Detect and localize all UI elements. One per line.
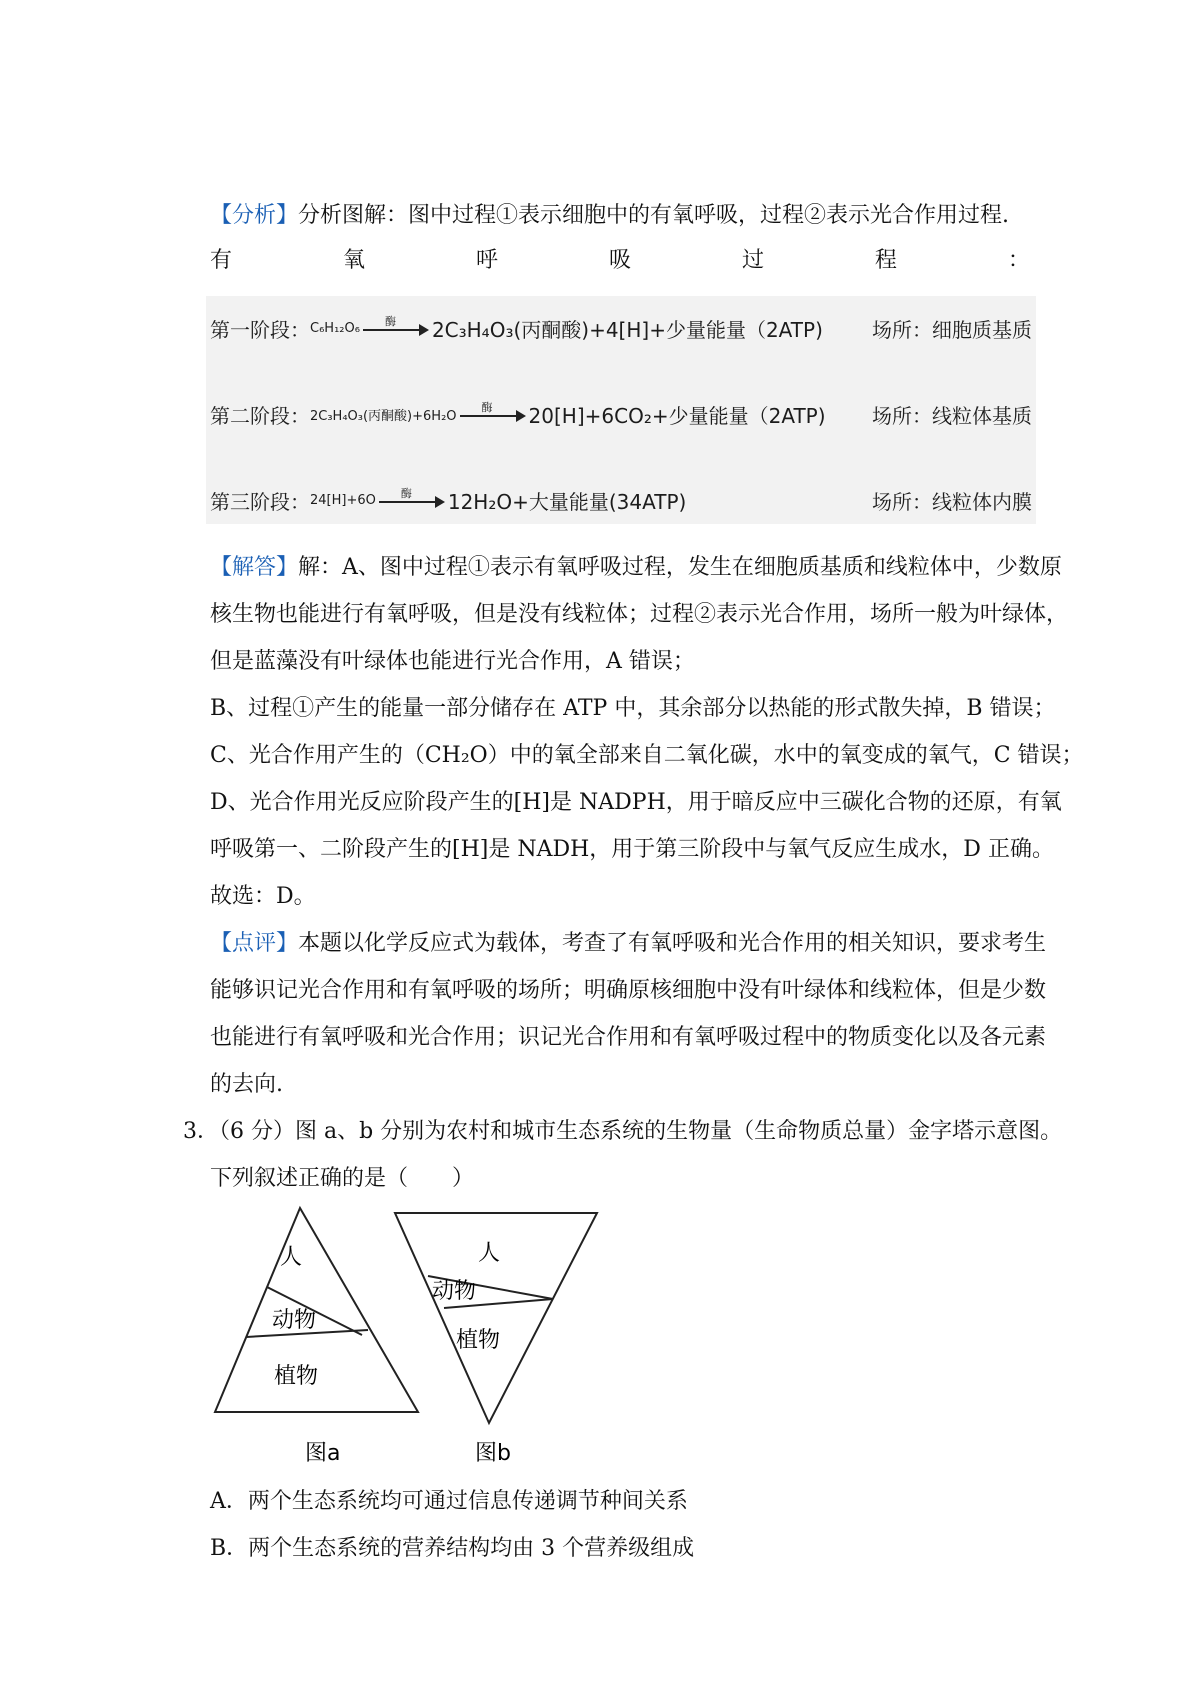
pyramid-a-middle-label: 动物	[272, 1308, 317, 1333]
heading-char: 程	[874, 248, 897, 273]
comment-line	[210, 929, 1047, 959]
option-a: A．两个生态系统均可通过信息传递调节种间关系	[210, 1489, 688, 1514]
product: 12H₂O+大量能量(34ATP)	[447, 490, 687, 514]
reaction-arrow-icon	[379, 486, 445, 511]
answer-line	[210, 553, 1062, 583]
reactant: C₆H₁₂O₆	[310, 321, 360, 336]
formula-stage-2	[210, 400, 1032, 429]
heading-char: 呼	[475, 248, 498, 273]
pyramid-b-middle-label: 动物	[432, 1279, 477, 1304]
reaction-arrow-icon	[460, 400, 526, 425]
pyramid-a-bottom-label: 植物	[274, 1364, 319, 1389]
pyramid-a-top-label: 人	[280, 1245, 303, 1270]
reaction-place: 场所：线粒体基质	[872, 404, 1032, 428]
question-number: 3．	[183, 1119, 219, 1144]
stage-label: 第一阶段：	[210, 318, 310, 342]
question-line: 下列叙述正确的是（ ）	[210, 1166, 475, 1191]
analysis-tag: 【分析】	[210, 203, 299, 228]
product: 2C₃H₄O₃(丙酮酸)+4[H]+少量能量（2ATP)	[431, 318, 823, 342]
enzyme-label: 酶	[400, 486, 412, 500]
answer-line: D、光合作用光反应阶段产生的[H]是 NADPH，用于暗反应中三碳化合物的还原，有氧	[210, 790, 1062, 815]
product: 20[H]+6CO₂+少量能量（2ATP)	[528, 404, 826, 428]
heading-char: 有	[210, 248, 233, 273]
reaction-place: 场所：线粒体内膜	[872, 490, 1032, 514]
analysis-text: 分析图解：图中过程①表示细胞中的有氧呼吸，过程②表示光合作用过程.	[298, 203, 1010, 228]
analysis-paragraph	[210, 201, 1030, 231]
pyramid-b-caption: 图b	[475, 1441, 511, 1466]
answer-line: B、过程①产生的能量一部分储存在 ATP 中，其余部分以热能的形式散失掉，B 错误；	[210, 696, 1056, 721]
comment-tag: 【点评】	[210, 931, 299, 956]
biomass-pyramid-figures	[200, 1200, 620, 1470]
reactant: 2C₃H₄O₃(丙酮酸)+6H₂O	[310, 409, 457, 424]
heading-char: 过	[741, 248, 764, 273]
heading-char: 氧	[342, 248, 365, 273]
stage-label: 第三阶段：	[210, 490, 310, 514]
answer-line: C、光合作用产生的（CH₂O）中的氧全部来自二氧化碳，水中的氧变成的氧气，C 错误；	[210, 743, 1084, 768]
question-line	[183, 1117, 1063, 1147]
question-text: （6 分）图 a、b 分别为农村和城市生态系统的生物量（生命物质总量）金字塔示意图。	[219, 1119, 1063, 1144]
heading-char: 吸	[608, 248, 631, 273]
comment-text: 本题以化学反应式为载体，考查了有氧呼吸和光合作用的相关知识，要求考生	[298, 931, 1047, 956]
enzyme-label: 酶	[481, 400, 493, 414]
respiration-formula-image	[206, 296, 1036, 524]
formula-stage-3	[210, 486, 1032, 515]
answer-line: 呼吸第一、二阶段产生的[H]是 NADH，用于第三阶段中与氧气反应生成水，D 正确。	[210, 837, 1054, 862]
heading-char: ：	[1007, 248, 1030, 273]
option-b: B．两个生态系统的营养结构均由 3 个营养级组成	[210, 1536, 695, 1561]
reaction-arrow-icon	[363, 314, 429, 339]
answer-line: 但是蓝藻没有叶绿体也能进行光合作用，A 错误；	[210, 649, 695, 674]
stage-label: 第二阶段：	[210, 404, 310, 428]
reactant: 24[H]+6O	[310, 493, 376, 508]
comment-line: 也能进行有氧呼吸和光合作用；识记光合作用和有氧呼吸过程中的物质变化以及各元素	[210, 1025, 1047, 1050]
comment-line: 能够识记光合作用和有氧呼吸的场所；明确原核细胞中没有叶绿体和线粒体，但是少数	[210, 978, 1047, 1003]
comment-line: 的去向.	[210, 1072, 283, 1097]
answer-text: 解：A、图中过程①表示有氧呼吸过程，发生在细胞质基质和线粒体中，少数原	[298, 555, 1062, 580]
enzyme-label: 酶	[384, 314, 396, 328]
answer-tag: 【解答】	[210, 555, 299, 580]
formula-stage-1	[210, 314, 1032, 343]
aerobic-heading	[210, 246, 1030, 276]
pyramid-b-bottom-label: 植物	[456, 1328, 501, 1353]
pyramid-a-caption: 图a	[305, 1441, 341, 1466]
answer-line: 核生物也能进行有氧呼吸，但是没有线粒体；过程②表示光合作用，场所一般为叶绿体，	[210, 602, 1069, 627]
pyramid-b-top-label: 人	[478, 1241, 501, 1266]
reaction-place: 场所：细胞质基质	[872, 318, 1032, 342]
answer-choice: 故选：D。	[210, 884, 316, 909]
